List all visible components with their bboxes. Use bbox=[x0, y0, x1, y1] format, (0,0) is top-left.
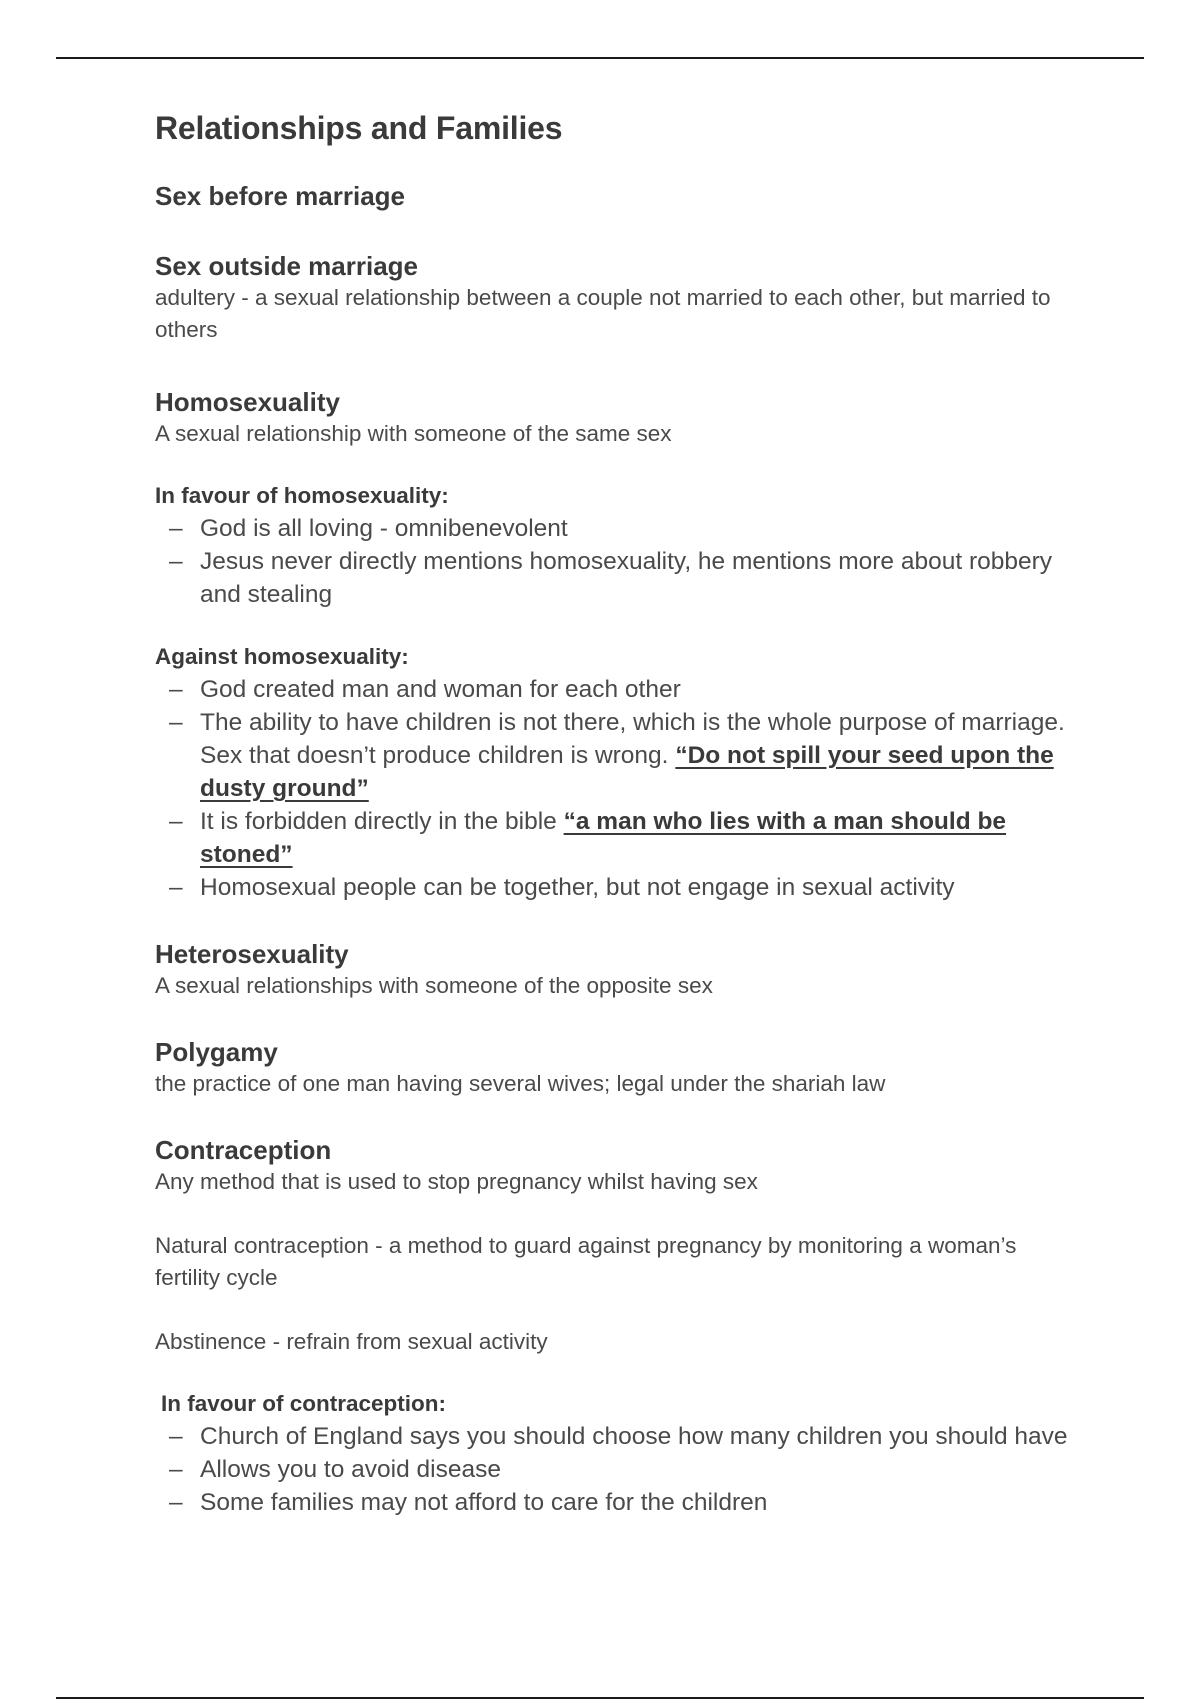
definition-contraception: Any method that is used to stop pregnancy whilst having sex bbox=[155, 1169, 758, 1194]
bible-quote: “Do not spill your seed upon the dusty ground” bbox=[200, 742, 1054, 802]
subheading-in-favour-contraception: In favour of contraception: bbox=[161, 1391, 447, 1416]
heading-heterosexuality: Heterosexuality bbox=[155, 939, 349, 969]
subheading-in-favour-homosexuality: In favour of homosexuality: bbox=[155, 483, 449, 508]
list-item: – Some families may not afford to care for the children bbox=[155, 1486, 1075, 1519]
list-item: – Jesus never directly mentions homosexuality, he mentions more about robbery and stealing bbox=[155, 545, 1075, 611]
list-item: – God created man and woman for each other bbox=[155, 673, 1075, 706]
heading-sex-before-marriage: Sex before marriage bbox=[155, 181, 406, 211]
definition-adultery: adultery - a sexual relationship between a couple not married to each other, but married to others bbox=[155, 285, 1051, 342]
list-item bbox=[155, 706, 1075, 805]
list-item: – Homosexual people can be together, but not engage in sexual activity bbox=[155, 871, 1075, 904]
list-against-homosexuality bbox=[155, 673, 1075, 904]
list-in-favour-contraception bbox=[155, 1420, 1075, 1519]
top-divider bbox=[56, 57, 1144, 59]
definition-heterosexuality: A sexual relationships with someone of the opposite sex bbox=[155, 973, 713, 998]
definition-abstinence: Abstinence - refrain from sexual activity bbox=[155, 1329, 548, 1354]
bottom-divider bbox=[56, 1697, 1144, 1699]
definition-polygamy: the practice of one man having several wives; legal under the shariah law bbox=[155, 1071, 886, 1096]
definition-homosexuality: A sexual relationship with someone of the same sex bbox=[155, 421, 672, 446]
page-title: Relationships and Families bbox=[155, 110, 563, 146]
heading-polygamy: Polygamy bbox=[155, 1037, 278, 1067]
list-in-favour-homosexuality bbox=[155, 512, 1075, 611]
list-item-text: It is forbidden directly in the bible bbox=[200, 808, 557, 835]
list-item bbox=[155, 805, 1075, 871]
list-item: – Allows you to avoid disease bbox=[155, 1453, 1075, 1486]
list-item: – God is all loving - omnibenevolent bbox=[155, 512, 1075, 545]
subheading-against-homosexuality: Against homosexuality: bbox=[155, 644, 409, 669]
heading-homosexuality: Homosexuality bbox=[155, 387, 340, 417]
list-item-text: The ability to have children is not there, which is the whole purpose of marriage. Sex that doesn’t produce children is wrong. bbox=[200, 709, 1065, 769]
bible-quote: “a man who lies with a man should be stoned” bbox=[200, 808, 1007, 868]
list-item: – Church of England says you should choose how many children you should have bbox=[155, 1420, 1075, 1453]
heading-sex-outside-marriage: Sex outside marriage bbox=[155, 251, 418, 281]
heading-contraception: Contraception bbox=[155, 1135, 332, 1165]
definition-natural-contraception: Natural contraception - a method to guard against pregnancy by monitoring a woman’s fertility cycle bbox=[155, 1233, 1017, 1290]
document-page bbox=[155, 108, 1075, 1519]
